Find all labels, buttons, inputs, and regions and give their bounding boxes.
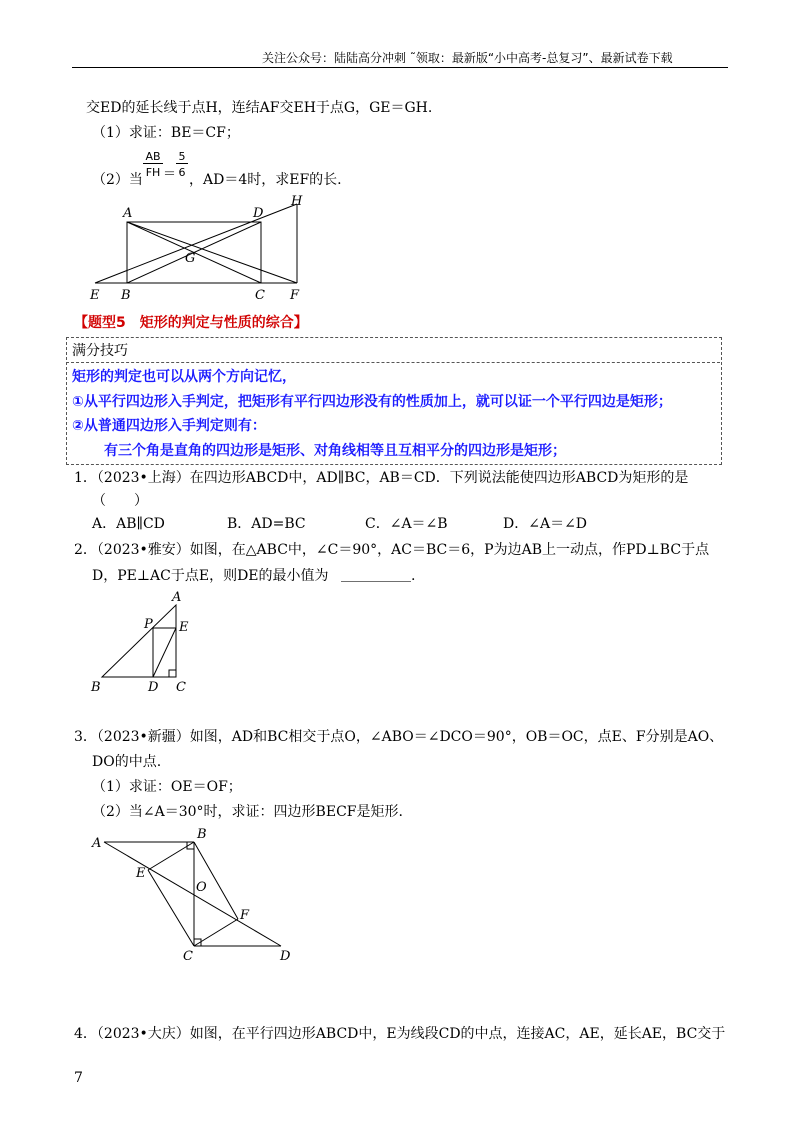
fig1-label-b: B [121,288,131,303]
fig3-label-a: A [92,836,102,851]
q3-line-2: DO的中点. [92,754,162,770]
q3-sub-2: （2）当∠A＝30°时，求证：四边形BECF是矩形. [92,804,403,820]
fig1-label-g: G [185,251,196,266]
fig2-label-a: A [172,590,182,605]
fig2-label-e: E [179,620,189,635]
prev-problem-q1: （1）求证：BE＝CF； [92,125,240,141]
q2-answer-blank: ＿＿＿＿＿. [341,568,416,584]
prev-problem-q2-prefix: （2）当 [92,172,143,188]
fig1-label-a: A [123,206,133,221]
figure-rectangle-efh [80,192,310,304]
tips-divider [66,362,720,363]
frac-den-left: FH [145,166,161,179]
fig1-label-f: F [290,288,300,303]
page-header-text: 关注公众号：陆陆高分冲刺 ˜领取：最新版“小中高考-总复习”、最新试卷下载 [262,51,673,65]
frac-den-right: 6 [178,166,186,179]
fig3-label-d: D [280,949,291,964]
q1-option-b: B．AD=BC [227,516,306,532]
page-number: 7 [74,1070,83,1086]
fig3-label-f: F [240,908,250,923]
section-title: 【题型5 矩形的判定与性质的综合】 [74,315,308,331]
frac-equals: ＝ [163,167,177,182]
frac-num-right: 5 [176,150,188,164]
tips-line-1: 矩形的判定也可以从两个方向记忆， [72,369,296,385]
tips-line-4: 有三个角是直角的四边形是矩形、对角线相等且互相平分的四边形是矩形； [104,443,566,459]
frac-num-left: AB [143,150,163,164]
figure-right-triangle [86,588,196,696]
prev-problem-q2-suffix: ，AD＝4时，求EF的长. [189,172,342,188]
q2-line-1: 2．（2023•雅安）如图，在△ABC中，∠C＝90°，AC＝BC＝6，P为边AB上一动点，作PD⊥BC于点 [74,542,710,558]
header-rule [72,67,728,68]
fig1-label-h: H [291,194,303,209]
q1-stem: 1．（2023•上海）在四边形ABCD中，AD∥BC，AB＝CD．下列说法能使四边形ABCD为矩形的是 [74,470,689,486]
q3-line-1: 3．（2023•新疆）如图，AD和BC相交于点O，∠ABO＝∠DCO＝90°，OB＝OC，点E、F分别是AO、 [74,729,724,745]
fig2-label-b: B [91,680,101,695]
q4-line-1: 4．（2023•大庆）如图，在平行四边形ABCD中，E为线段CD的中点，连接AC，AE，延长AE，BC交于 [74,1026,726,1042]
fig1-label-c: C [255,288,265,303]
figure-quadrilateral-becf [86,822,306,964]
q1-option-a: A．AB∥CD [92,516,165,532]
q2-line-2: D，PE⊥AC于点E，则DE的最小值为 [92,568,329,584]
fig2-label-p: P [144,617,153,632]
fig1-label-d: D [253,206,264,221]
tips-line-3: ②从普通四边形入手判定则有： [72,418,266,434]
fig3-label-e: E [136,866,146,881]
fig2-label-c: C [176,680,186,695]
fig3-label-b: B [197,827,207,842]
q1-answer-blank: （ ） [92,493,148,509]
fig1-label-e: E [90,288,100,303]
fig3-label-c: C [183,949,193,964]
tips-heading: 满分技巧 [72,343,128,359]
tips-line-2: ①从平行四边形入手判定，把矩形有平行四边形没有的性质加上，就可以证一个平行四边是矩形； [72,394,672,410]
prev-problem-line: 交ED的延长线于点H，连结AF交EH于点G，GE＝GH. [86,100,433,116]
fig3-label-o: O [196,880,207,895]
q3-sub-1: （1）求证：OE＝OF； [92,779,242,795]
fig2-label-d: D [148,680,159,695]
q1-option-d: D．∠A＝∠D [503,516,588,532]
q1-option-c: C．∠A＝∠B [365,516,448,532]
